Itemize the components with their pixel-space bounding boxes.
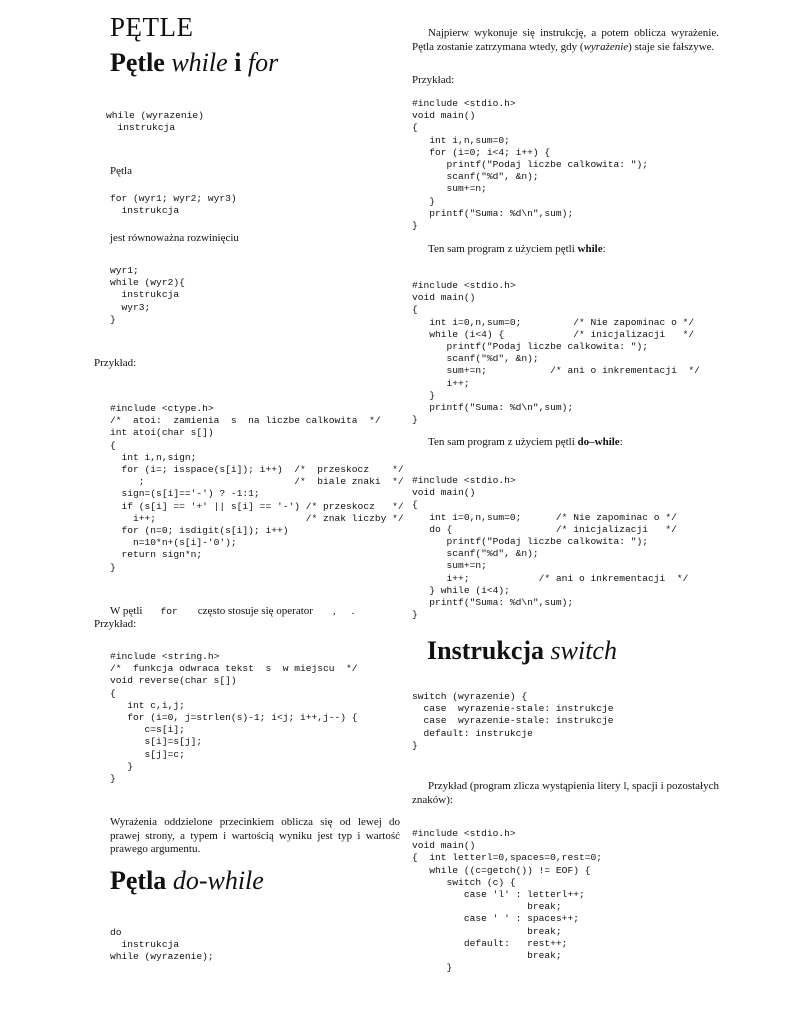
text: często stosuje się operator <box>197 605 313 617</box>
paragraph-zlicza: Przykład (program zlicza wystąpienia litery l, spacji i pozostałych znaków): <box>412 780 719 806</box>
code-for-program: #include <stdio.h> void main() { int i,n,sum=0; for (i=0; i<4; i++) { printf("Podaj liczbe calkowita: "); scanf("%d", &n); sum+=n; } printf("Suma: %d\n",sum); } <box>412 98 649 232</box>
text: Ten sam program z użyciem pętli <box>428 436 578 448</box>
code-for-expansion: wyr1; while (wyr2){ instrukcja wyr3; } <box>110 265 185 325</box>
inline-code: for <box>160 606 178 617</box>
text: : <box>619 436 623 448</box>
paragraph-przyklad: Przykład: <box>94 357 137 369</box>
text-bold: while <box>577 243 603 255</box>
paragraph-rownowazna: jest równoważna rozwinięciu <box>110 232 239 244</box>
code-while-syntax: while (wyrazenie) instrukcja <box>106 110 204 134</box>
text: . <box>351 605 355 617</box>
paragraph-comma-operator <box>94 605 394 619</box>
heading-part-italic: do-while <box>172 866 264 895</box>
paragraph-petla: Pętla <box>110 165 132 177</box>
text: W pętli <box>110 605 143 617</box>
section-heading-switch <box>427 636 617 666</box>
code-do-while-syntax: do instrukcja while (wyrazenie); <box>110 927 214 963</box>
text: : <box>602 243 606 255</box>
section-heading-do-while <box>110 866 264 896</box>
paragraph-przyklad: Przykład: <box>412 74 455 86</box>
text: Ten sam program z użyciem pętli <box>428 243 578 255</box>
heading-part: Pętla <box>110 866 173 895</box>
code-reverse-example: #include <string.h> /* funkcja odwraca tekst s w miejscu */ void reverse(char s[]) { int c,i,j; for (i=0, j=strlen(s)-1; i<j; i++,j--) { c=s[i]; s[i]=s[j]; s[j]=c; } } <box>110 651 358 785</box>
code-for-syntax: for (wyr1; wyr2; wyr3) instrukcja <box>110 193 237 217</box>
chapter-title: PĘTLE <box>110 12 194 42</box>
paragraph-przyklad: Przykład: <box>94 618 137 630</box>
code-while-program: #include <stdio.h> void main() { int i=0,n,sum=0; /* Nie zapominac o */ while (i<4) { /* inicjalizacji */ printf("Podaj liczbe calkowita: "); scanf("%d", &n); sum+=n; /* ani o inkrementacji */ i++; } printf("Suma: %d\n",sum); } <box>412 280 700 426</box>
code-atoi-example: #include <ctype.h> /* atoi: zamienia s na liczbe calkowita */ int atoi(char s[]) { int i,n,sign; for (i=; isspace(s[i]); i++) /* przeskocz */ ; /* biale znaki */ sign=(s[i]=='-') ? -1:1; if (s[i] == '+' || s[i] == '-') /* przeskocz */ i++; /* znak liczby */ for (n=0; isdigit(s[i]); i++) n=10*n+(s[i]-'0'); return sign*n; } <box>110 403 404 573</box>
text: , <box>332 605 336 617</box>
text: ) staje sie fałszywe. <box>628 40 715 53</box>
heading-part-italic: for <box>247 48 279 77</box>
paragraph-wyrazenia: Wyrażenia oddzielone przecinkiem oblicza się od lewej do prawej strony, a typem i wartością wyniku jest typ i wartość prawego argumentu. <box>110 816 400 855</box>
code-count-chars: #include <stdio.h> void main() { int letterl=0,spaces=0,rest=0; while ((c=getch()) != EOF) { switch (c) { case 'l' : letterl++; break; case ' ' : spaces++; break; default: rest++; break; } <box>412 828 602 974</box>
section-heading-while-for <box>110 48 278 78</box>
text-bold: do–while <box>577 436 620 448</box>
text: Najpierw wykonuje się instrukcję, a potem oblicza wyrażenie. Pętla zostanie zatrzymana wtedy, gdy ( <box>412 27 719 53</box>
paragraph-do-while-program <box>412 436 623 450</box>
paragraph-najpierw <box>412 27 719 54</box>
heading-part: Pętle <box>110 48 172 77</box>
code-do-while-program: #include <stdio.h> void main() { int i=0,n,sum=0; /* Nie zapominac o */ do { /* inicjalizacji */ printf("Podaj liczbe calkowita: "); scanf("%d", &n); sum+=n; i++; /* ani o inkrementacji */ } while (i<4); printf("Suma: %d\n",sum); } <box>412 475 689 621</box>
text-italic: wyrażenie <box>583 40 629 53</box>
heading-part-italic: switch <box>550 636 617 665</box>
code-switch-syntax: switch (wyrazenie) { case wyrazenie-stale: instrukcje case wyrazenie-stale: instrukcje default: instrukcje } <box>412 691 614 751</box>
heading-part-italic: while <box>171 48 228 77</box>
heading-part: Instrukcja <box>427 636 551 665</box>
heading-part: i <box>227 48 248 77</box>
paragraph-while-program <box>412 243 606 257</box>
